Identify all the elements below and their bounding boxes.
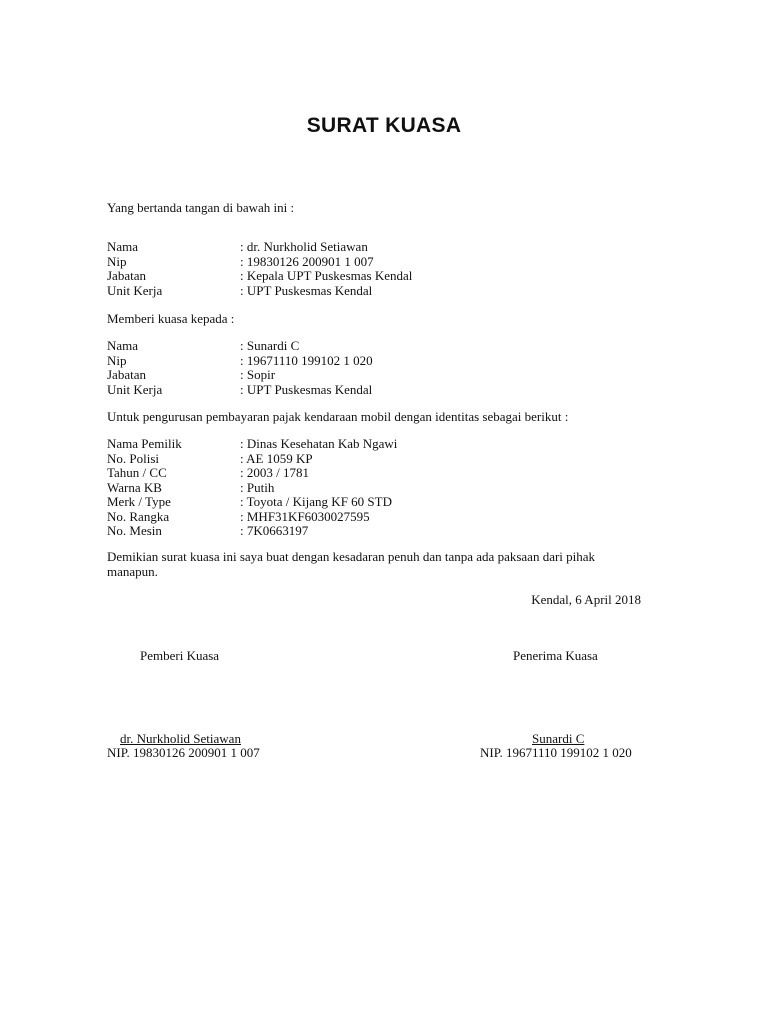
field-value: : MHF31KF6030027595 xyxy=(240,510,370,525)
giver-signature-title: Pemberi Kuasa xyxy=(140,648,220,663)
field-value: : Putih xyxy=(240,481,274,496)
field-label: Nama xyxy=(107,239,139,254)
field-value: : Sopir xyxy=(240,368,275,383)
field-value: : UPT Puskesmas Kendal xyxy=(240,383,372,398)
document-title: SURAT KUASA xyxy=(306,114,462,137)
field-value: : 19830126 200901 1 007 xyxy=(240,255,374,270)
giver-signature-nip: NIP. 19830126 200901 1 007 xyxy=(107,745,260,760)
field-label: Warna KB xyxy=(107,479,162,495)
field-value: : Toyota / Kijang KF 60 STD xyxy=(240,495,392,510)
closing-text: Demikian surat kuasa ini saya buat dengan kesadaran penuh dan tanpa ada paksaan dari pihak manapun. xyxy=(107,549,596,579)
field-value: : AE 1059 KP xyxy=(240,452,313,467)
field-label: Nama xyxy=(107,338,139,353)
giver-signature-name: dr. Nurkholid Setiawan xyxy=(120,731,241,746)
field-label: No. Polisi xyxy=(107,450,160,466)
field-label: No. Rangka xyxy=(107,508,170,524)
intro-text: Yang bertanda tangan di bawah ini : xyxy=(107,200,295,215)
giver-details xyxy=(107,240,412,298)
vehicle-owner-row xyxy=(107,437,397,452)
giver-nip-row xyxy=(107,255,412,270)
field-label: No. Mesin xyxy=(107,523,162,538)
vehicle-plate-row xyxy=(107,452,397,467)
field-value: : Dinas Kesehatan Kab Ngawi xyxy=(240,437,397,452)
giver-unit-row xyxy=(107,284,412,299)
receiver-signature-title: Penerima Kuasa xyxy=(513,648,598,663)
field-value: : 19671110 199102 1 020 xyxy=(240,354,373,369)
receiver-nip-row xyxy=(107,354,373,369)
field-label: Nip xyxy=(107,352,127,368)
vehicle-year-cc-row xyxy=(107,466,397,481)
field-label: Jabatan xyxy=(107,367,146,382)
purpose-text: Untuk pengurusan pembayaran pajak kendaraan mobil dengan identitas sebagai berikut : xyxy=(107,409,569,424)
field-value: : UPT Puskesmas Kendal xyxy=(240,284,372,299)
field-value: : Kepala UPT Puskesmas Kendal xyxy=(240,269,412,284)
vehicle-chassis-row xyxy=(107,510,397,525)
receiver-signature-name: Sunardi C xyxy=(532,731,585,746)
vehicle-engine-row xyxy=(107,524,397,539)
vehicle-brand-row xyxy=(107,495,397,510)
receiver-unit-row xyxy=(107,383,373,398)
place-date: Kendal, 6 April 2018 xyxy=(531,592,641,607)
vehicle-color-row xyxy=(107,481,397,496)
field-value: : 2003 / 1781 xyxy=(240,466,309,481)
field-label: Unit Kerja xyxy=(107,381,163,397)
field-value: : dr. Nurkholid Setiawan xyxy=(240,240,368,255)
field-label: Unit Kerja xyxy=(107,282,163,298)
receiver-name-row xyxy=(107,339,373,354)
grant-text: Memberi kuasa kepada : xyxy=(107,311,235,326)
field-label: Merk / Type xyxy=(107,494,171,509)
receiver-details xyxy=(107,339,373,397)
field-value: : Sunardi C xyxy=(240,339,299,354)
receiver-position-row xyxy=(107,368,373,383)
giver-name-row xyxy=(107,240,412,255)
field-label: Tahun / CC xyxy=(107,465,167,480)
giver-position-row xyxy=(107,269,412,284)
field-label: Nip xyxy=(107,253,127,269)
vehicle-details xyxy=(107,437,397,539)
field-label: Jabatan xyxy=(107,268,146,283)
receiver-signature-nip: NIP. 19671110 199102 1 020 xyxy=(480,745,632,760)
field-value: : 7K0663197 xyxy=(240,524,308,539)
field-label: Nama Pemilik xyxy=(107,436,182,451)
